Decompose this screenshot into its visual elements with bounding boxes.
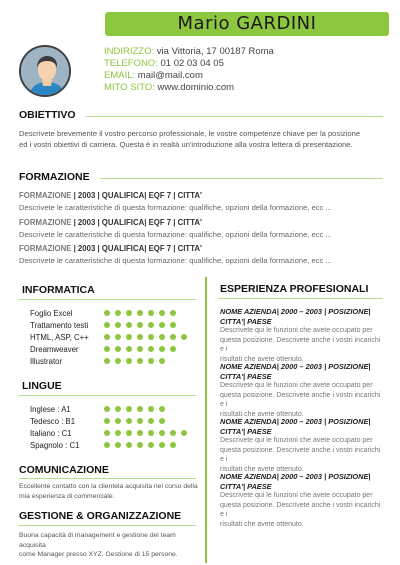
formazione-item-heading <box>19 218 202 227</box>
contact-address <box>104 46 274 58</box>
rating-dot <box>159 322 165 328</box>
experience-heading-line: NOME AZIENDA| 2000 – 2003 | POSIZIONE| <box>220 307 371 316</box>
contact-phone <box>104 58 274 70</box>
formazione-item-heading <box>19 244 202 253</box>
rating-dot <box>115 310 121 316</box>
rating-dot <box>104 358 110 364</box>
skill-label: Trattamento testi <box>30 321 89 330</box>
rating-dot <box>115 358 121 364</box>
experience-item-description <box>220 436 385 474</box>
contact-value: 01 02 03 04 05 <box>157 58 224 69</box>
rating-dot <box>148 358 154 364</box>
rating-dot <box>159 358 165 364</box>
formazione-details: | 2003 | QUALIFICA| EQF 7 | CITTA' <box>71 218 202 227</box>
obiettivo-text <box>19 128 389 150</box>
rating-dot <box>148 310 154 316</box>
rating-dot <box>137 406 143 412</box>
contact-value: www.dominio.com <box>154 82 235 93</box>
contact-value: mail@mail.com <box>135 70 203 81</box>
formazione-label: FORMAZIONE <box>19 244 72 253</box>
rating-dot <box>126 430 132 436</box>
section-divider <box>19 525 196 526</box>
name-banner <box>105 12 389 36</box>
rating-dot <box>115 442 121 448</box>
experience-heading-line: NOME AZIENDA| 2000 – 2003 | POSIZIONE| <box>220 417 371 426</box>
skill-rating <box>104 358 165 364</box>
language-rating <box>104 418 165 424</box>
formazione-item-heading <box>19 191 202 200</box>
experience-heading-line: NOME AZIENDA| 2000 – 2003 | POSIZIONE| <box>220 362 371 371</box>
section-divider <box>100 178 383 179</box>
experience-desc-line: risultati che avete ottenuto. <box>220 520 304 528</box>
rating-dot <box>170 346 176 352</box>
rating-dot <box>104 322 110 328</box>
skill-rating <box>104 310 176 316</box>
rating-dot <box>148 442 154 448</box>
language-rating <box>104 430 187 436</box>
lingue-title: LINGUE <box>22 380 62 392</box>
comunicazione-line: Eccellente contatto con la clientela acquisita nel corso della <box>19 483 198 490</box>
formazione-details: | 2003 | QUALIFICA| EQF 7 | CITTA' <box>71 191 202 200</box>
rating-dot <box>159 406 165 412</box>
rating-dot <box>104 442 110 448</box>
section-divider <box>218 298 383 299</box>
formazione-label: FORMAZIONE <box>19 218 72 227</box>
obiettivo-title: OBIETTIVO <box>19 109 76 121</box>
experience-desc-line: risultati che avete ottenuto. <box>220 465 304 473</box>
experience-item-heading <box>220 472 385 492</box>
rating-dot <box>137 358 143 364</box>
experience-desc-line: questa posizione. Descrivete anche i vostri incarichi e i <box>220 446 381 463</box>
experience-desc-line: Descrivete qui le funzioni che avete occupato per <box>220 437 373 444</box>
formazione-title: FORMAZIONE <box>19 171 90 183</box>
formazione-item-description: Descrivete le caratteristiche di questa formazione: qualifiche, opzioni della formazione, ecc ... <box>19 256 332 265</box>
experience-heading-line: NOME AZIENDA| 2000 – 2003 | POSIZIONE| <box>220 472 371 481</box>
language-label: Italiano : C1 <box>30 429 72 438</box>
candidate-name: Mario GARDINI <box>177 13 317 34</box>
experience-item-heading <box>220 307 385 327</box>
experience-heading-line: CITTA'| PAESE <box>220 427 272 436</box>
rating-dot <box>170 430 176 436</box>
rating-dot <box>137 310 143 316</box>
rating-dot <box>126 334 132 340</box>
experience-heading-line: CITTA'| PAESE <box>220 482 272 491</box>
experience-desc-line: questa posizione. Descrivete anche i vostri incarichi e i <box>220 501 381 518</box>
rating-dot <box>126 418 132 424</box>
experience-desc-line: Descrivete qui le funzioni che avete occupato per <box>220 327 373 334</box>
gestione-line: come Manager presso XYZ. Gestione di 15 persone. <box>19 551 178 558</box>
skill-label: Illustrator <box>30 357 63 366</box>
rating-dot <box>148 322 154 328</box>
experience-heading-line: CITTA'| PAESE <box>220 317 272 326</box>
contact-label: INDIRIZZO: <box>104 46 155 57</box>
section-divider <box>19 299 196 300</box>
rating-dot <box>137 430 143 436</box>
rating-dot <box>126 406 132 412</box>
gestione-line: Buona capacità di management e gestione del team acquisita <box>19 532 176 549</box>
obiettivo-line: ed i vostri obiettivi di carriera. Questa è in realtà un'introduzione alla vostra lettera di presentazione. <box>19 140 353 149</box>
esperienza-title: ESPERIENZA PROFESIONALI <box>220 283 369 295</box>
rating-dot <box>170 322 176 328</box>
experience-desc-line: risultati che avete ottenuto. <box>220 410 304 418</box>
rating-dot <box>170 310 176 316</box>
rating-dot <box>137 442 143 448</box>
experience-item-description <box>220 381 385 419</box>
experience-heading-line: CITTA'| PAESE <box>220 372 272 381</box>
formazione-details: | 2003 | QUALIFICA| EQF 7 | CITTA' <box>71 244 202 253</box>
rating-dot <box>159 442 165 448</box>
contact-label: EMAIL: <box>104 70 136 81</box>
language-label: Inglese : A1 <box>30 405 71 414</box>
section-divider <box>19 395 196 396</box>
skill-rating <box>104 346 176 352</box>
gestione-text <box>19 531 204 560</box>
section-divider <box>86 116 383 117</box>
rating-dot <box>181 334 187 340</box>
rating-dot <box>159 418 165 424</box>
contact-email <box>104 70 274 82</box>
language-rating <box>104 442 176 448</box>
column-divider <box>205 277 207 563</box>
rating-dot <box>104 310 110 316</box>
experience-desc-line: Descrivete qui le funzioni che avete occupato per <box>220 382 373 389</box>
rating-dot <box>159 334 165 340</box>
contact-block <box>104 46 274 94</box>
language-label: Tedesco : B1 <box>30 417 76 426</box>
rating-dot <box>115 418 121 424</box>
comunicazione-line: mia esperienza di commerciale. <box>19 492 115 500</box>
person-avatar-icon <box>19 45 71 97</box>
rating-dot <box>170 442 176 448</box>
section-divider <box>19 478 196 479</box>
skill-label: HTML, ASP, C++ <box>30 333 89 342</box>
rating-dot <box>126 442 132 448</box>
rating-dot <box>137 334 143 340</box>
rating-dot <box>148 418 154 424</box>
skill-rating <box>104 334 187 340</box>
rating-dot <box>115 406 121 412</box>
gestione-title: GESTIONE & ORGANIZZAZIONE <box>19 510 182 522</box>
rating-dot <box>115 346 121 352</box>
informatica-title: INFORMATICA <box>22 284 95 296</box>
language-label: Spagnolo : C1 <box>30 441 80 450</box>
skill-label: Foglio Excel <box>30 309 73 318</box>
rating-dot <box>115 322 121 328</box>
rating-dot <box>181 430 187 436</box>
rating-dot <box>148 334 154 340</box>
rating-dot <box>104 430 110 436</box>
rating-dot <box>137 346 143 352</box>
rating-dot <box>148 430 154 436</box>
skill-rating <box>104 322 176 328</box>
experience-item-heading <box>220 362 385 382</box>
rating-dot <box>104 346 110 352</box>
rating-dot <box>148 406 154 412</box>
rating-dot <box>126 322 132 328</box>
rating-dot <box>159 346 165 352</box>
rating-dot <box>104 406 110 412</box>
contact-value: via Vittoria, 17 00187 Roma <box>154 46 274 57</box>
experience-desc-line: risultati che avete ottenuto. <box>220 355 304 363</box>
obiettivo-line: Descrivete brevemente il vostro percorso professionale, le vostre competenze chiave per la posizione <box>19 129 361 138</box>
experience-desc-line: questa posizione. Descrivete anche i vostri incarichi e i <box>220 391 381 408</box>
rating-dot <box>159 430 165 436</box>
experience-item-description <box>220 491 385 529</box>
rating-dot <box>137 418 143 424</box>
formazione-label: FORMAZIONE <box>19 191 72 200</box>
experience-item-description <box>220 326 385 364</box>
rating-dot <box>104 418 110 424</box>
contact-label: MITO SITO: <box>104 82 155 93</box>
language-rating <box>104 406 165 412</box>
rating-dot <box>126 358 132 364</box>
comunicazione-title: COMUNICAZIONE <box>19 464 109 476</box>
experience-item-heading <box>220 417 385 437</box>
rating-dot <box>126 310 132 316</box>
rating-dot <box>170 334 176 340</box>
rating-dot <box>115 430 121 436</box>
contact-label: TELEFONO: <box>104 58 158 69</box>
experience-desc-line: Descrivete qui le funzioni che avete occupato per <box>220 492 373 499</box>
formazione-item-description: Descrivete le caratteristiche di questa formazione: qualifiche, opzioni della formazione, ecc ... <box>19 230 332 239</box>
rating-dot <box>104 334 110 340</box>
contact-website <box>104 82 274 94</box>
comunicazione-text <box>19 482 204 501</box>
formazione-item-description: Descrivete le caratteristiche di questa formazione: qualifiche, opzioni della formazione, ecc ... <box>19 203 332 212</box>
rating-dot <box>126 346 132 352</box>
rating-dot <box>159 310 165 316</box>
experience-desc-line: questa posizione. Descrivete anche i vostri incarichi e i <box>220 336 381 353</box>
rating-dot <box>148 346 154 352</box>
rating-dot <box>115 334 121 340</box>
rating-dot <box>137 322 143 328</box>
skill-label: Dreamweaver <box>30 345 79 354</box>
